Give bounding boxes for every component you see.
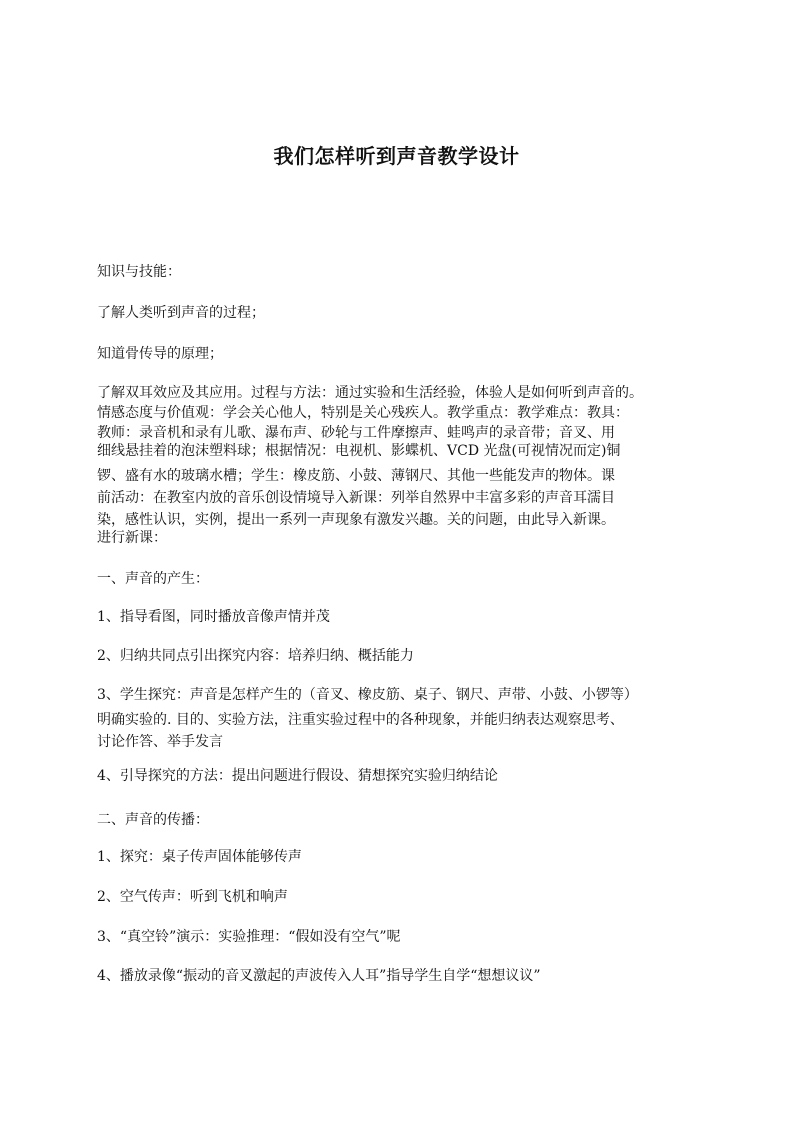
list-item: 2、归纳共同点引出探究内容：培养归纳、概括能力 xyxy=(97,648,414,664)
section-heading: 二、声音的传播： xyxy=(97,812,209,828)
paragraph-line: 前活动：在教室内放的音乐创设情境导入新课：列举自然界中丰富多彩的声音耳濡目 xyxy=(97,490,615,506)
list-item: 4、引导探究的方法：提出问题进行假设、猜想探究实验归纳结论 xyxy=(97,768,498,784)
list-item: 1、指导看图，同时播放音像声情并茂 xyxy=(97,609,330,625)
paragraph-line: 知道骨传导的原理； xyxy=(97,346,223,362)
list-item: 3、学生探究：声音是怎样产生的（音叉、橡皮筋、桌子、钢尺、声带、小鼓、小锣等） xyxy=(97,687,638,703)
paragraph-line: 了解双耳效应及其应用。过程与方法：通过实验和生活经验，体验人是如何听到声音的。 xyxy=(97,385,643,401)
paragraph-line: 情感态度与价值观：学会关心他人，特别是关心残疾人。教学重点：教学难点：教具： xyxy=(97,405,629,421)
list-item: 1、探究：桌子传声固体能够传声 xyxy=(97,849,302,865)
list-item: 4、播放录像“振动的音叉激起的声波传入人耳”指导学生自学“想想议议” xyxy=(97,968,541,984)
paragraph-line: 讨论作答、举手发言 xyxy=(97,734,223,750)
paragraph-line: 染，感性认识，实例，提出一系列一声现象有激发兴趣。关的问题，由此导入新课。 xyxy=(97,512,615,528)
paragraph-line: 细线悬挂着的泡沫塑料球；根据情况：电视机、影蝶机、VCD 光盘(可视情况而定)铜 xyxy=(97,443,621,459)
document-title: 我们怎样听到声音教学设计 xyxy=(273,144,520,168)
paragraph-line: 了解人类听到声音的过程； xyxy=(97,305,265,321)
section-heading: 一、声音的产生： xyxy=(97,571,209,587)
heading-knowledge-skills: 知识与技能： xyxy=(97,264,181,280)
paragraph-line: 明确实验的. 目的、实验方法，注重实验过程中的各种现象，并能归纳表达观察思考、 xyxy=(97,712,624,728)
paragraph-line: 进行新课： xyxy=(97,530,167,546)
list-item: 3、“真空铃”演示：实验推理：“假如没有空气”呢 xyxy=(97,929,401,945)
paragraph-line: 教师：录音机和录有儿歌、瀑布声、砂轮与工件摩擦声、蛙鸣声的录音带；音叉、用 xyxy=(97,425,615,441)
list-item: 2、空气传声：听到飞机和响声 xyxy=(97,889,288,905)
paragraph-line: 锣、盛有水的玻璃水槽；学生：橡皮筋、小鼓、薄钢尺、其他一些能发声的物体。课 xyxy=(97,468,615,484)
